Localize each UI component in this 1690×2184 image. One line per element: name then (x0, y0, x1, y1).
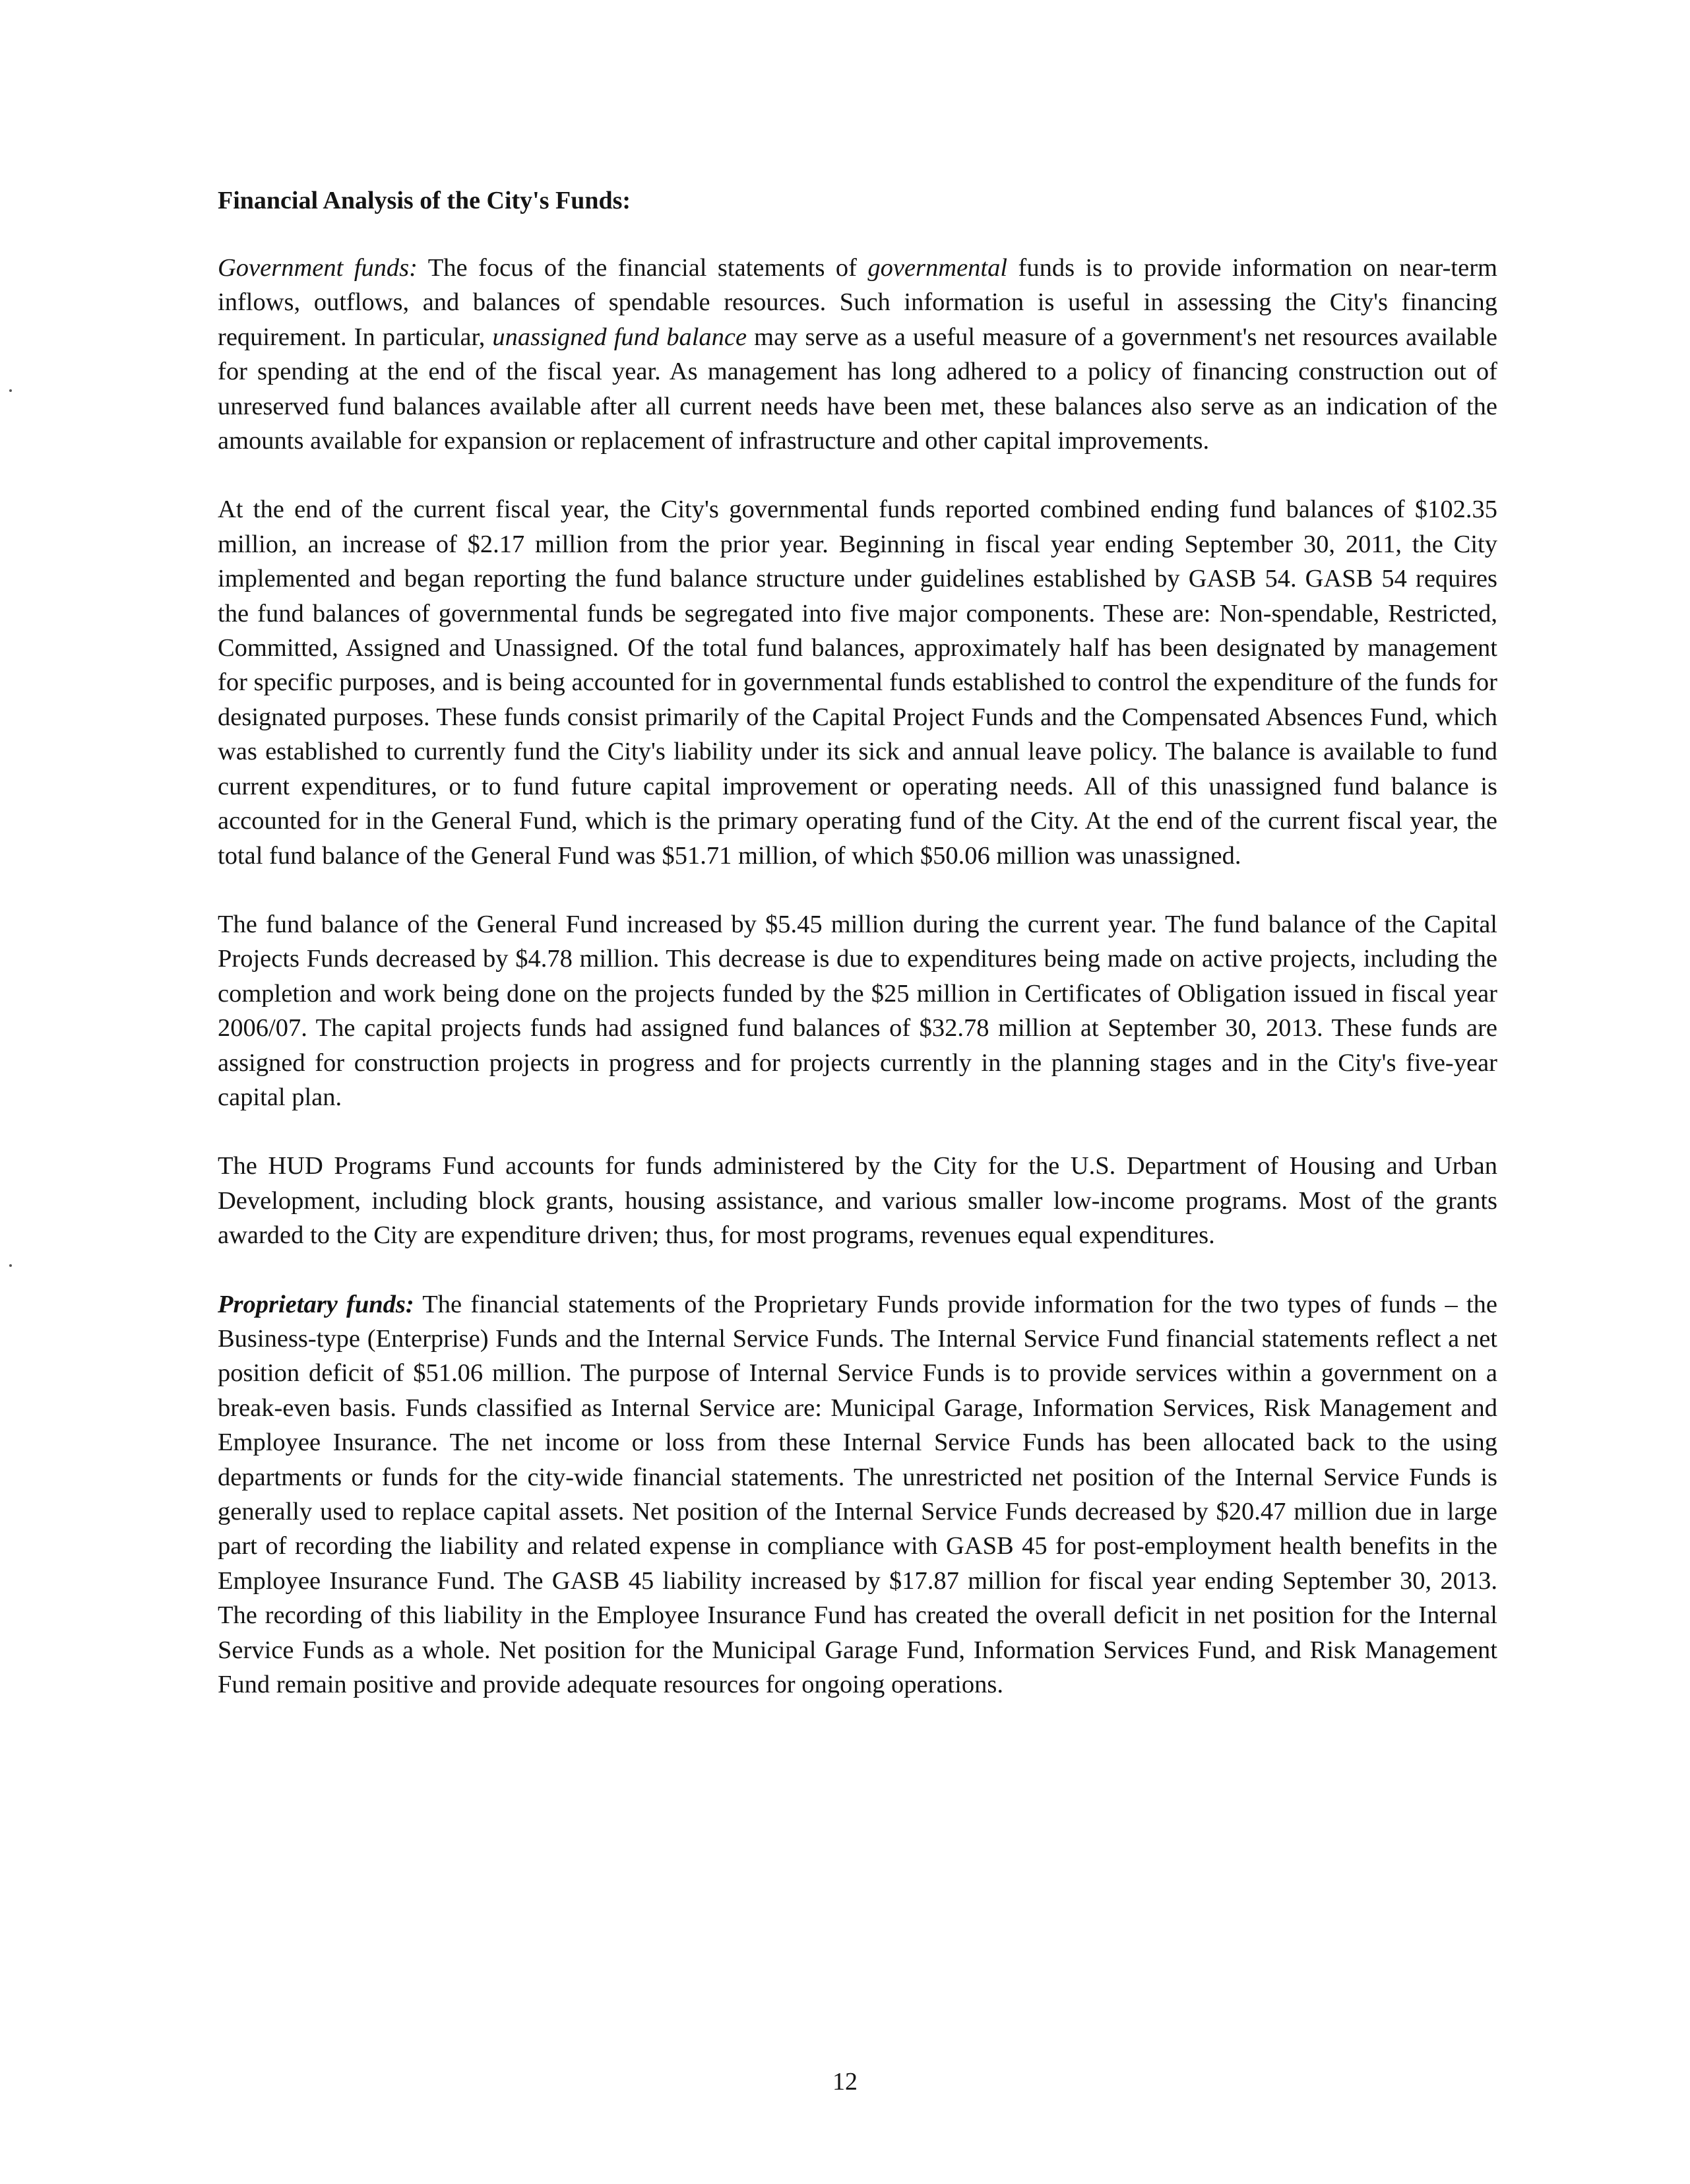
page-number: 12 (832, 2068, 858, 2096)
proprietary-funds-lead: Proprietary funds: (218, 1290, 414, 1318)
unassigned-fund-balance-emphasis: unassigned fund balance (492, 323, 747, 351)
paragraph-government-funds (218, 251, 1497, 458)
paragraph-fund-balances: At the end of the current fiscal year, the City's governmental funds reported combined ending fund balances of $102.35 million, an increase of $2.17 million from the prior year. Beginning in fiscal year ending September 30, 2011, the City implemented and began reporting the fund balance structure under guidelines established by GASB 54. GASB 54 requires the fund balances of governmental funds be segregated into five major components. These are: Non-spendable, Restricted, Committed, Assigned and Unassigned. Of the total fund balances, approximately half has been designated by management for specific purposes, and is being accounted for in governmental funds established to control the expenditure of the funds for designated purposes. These funds consist primarily of the Capital Project Funds and the Compensated Absences Fund, which was established to currently fund the City's liability under its sick and annual leave policy. The balance is available to fund current expenditures, or to fund future capital improvement or operating needs. All of this unassigned fund balance is accounted for in the General Fund, which is the primary operating fund of the City. At the end of the current fiscal year, the total fund balance of the General Fund was $51.71 million, of which $50.06 million was unassigned. (218, 496, 1497, 870)
scan-speck (9, 389, 12, 392)
section-heading: Financial Analysis of the City's Funds: (218, 187, 631, 214)
government-funds-text-1: The focus of the financial statements of (417, 254, 868, 282)
government-funds-text-2: funds is to provide information on near-term inflows, outflows, and balances of spendable resources. Such information is useful in assessing the City's financing requirement. In particular, (218, 254, 1497, 351)
proprietary-funds-text: The financial statements of the Proprietary Funds provide information for the two types of funds – the Business-type (Enterprise) Funds and the Internal Service Funds. The Internal Service Fund financial statements reflect a net position deficit of $51.06 million. The purpose of Internal Service Funds is to provide services within a government on a break-even basis. Funds classified as Internal Service are: Municipal Garage, Information Services, Risk Management and Employee Insurance. The net income or loss from these Internal Service Funds has been allocated back to the using departments or funds for the city-wide financial statements. The unrestricted net position of the Internal Service Funds is generally used to replace capital assets. Net position of the Internal Service Funds decreased by $20.47 million due in large part of recording the liability and related expense in compliance with GASB 45 for post-employment health benefits in the Employee Insurance Fund. The GASB 45 liability increased by $17.87 million for fiscal year ending September 30, 2013. The recording of this liability in the Employee Insurance Fund has created the overall deficit in net position for the Internal Service Funds as a whole. Net position for the Municipal Garage Fund, Information Services Fund, and Risk Management Fund remain positive and provide adequate resources for ongoing operations. (218, 1290, 1497, 1699)
paragraph-proprietary-funds (218, 1287, 1497, 1702)
paragraph-general-fund: The fund balance of the General Fund increased by $5.45 million during the current year. The fund balance of the Capital Projects Funds decreased by $4.78 million. This decrease is due to expenditures being made on active projects, including the completion and work being done on the projects funded by the $25 million in Certificates of Obligation issued in fiscal year 2006/07. The capital projects funds had assigned fund balances of $32.78 million at September 30, 2013. These funds are assigned for construction projects in progress and for projects currently in the planning stages and in the City's five-year capital plan. (218, 910, 1497, 1111)
scan-speck (9, 1264, 12, 1267)
government-funds-text-3: may serve as a useful measure of a government's net resources available for spending at the end of the fiscal year. As management has long adhered to a policy of financing construction out of unreserved fund balances available after all current needs have been met, these balances also serve as an indication of the amounts available for expansion or replacement of infrastructure and other capital improvements. (218, 323, 1497, 455)
governmental-emphasis: governmental (867, 254, 1008, 282)
document-body (218, 183, 1497, 1736)
government-funds-lead: Government funds: (218, 254, 418, 282)
paragraph-hud-programs: The HUD Programs Fund accounts for funds administered by the City for the U.S. Department of Housing and Urban Development, including block grants, housing assistance, and various smaller low-income programs. Most of the grants awarded to the City are expenditure driven; thus, for most programs, revenues equal expenditures. (218, 1152, 1497, 1250)
